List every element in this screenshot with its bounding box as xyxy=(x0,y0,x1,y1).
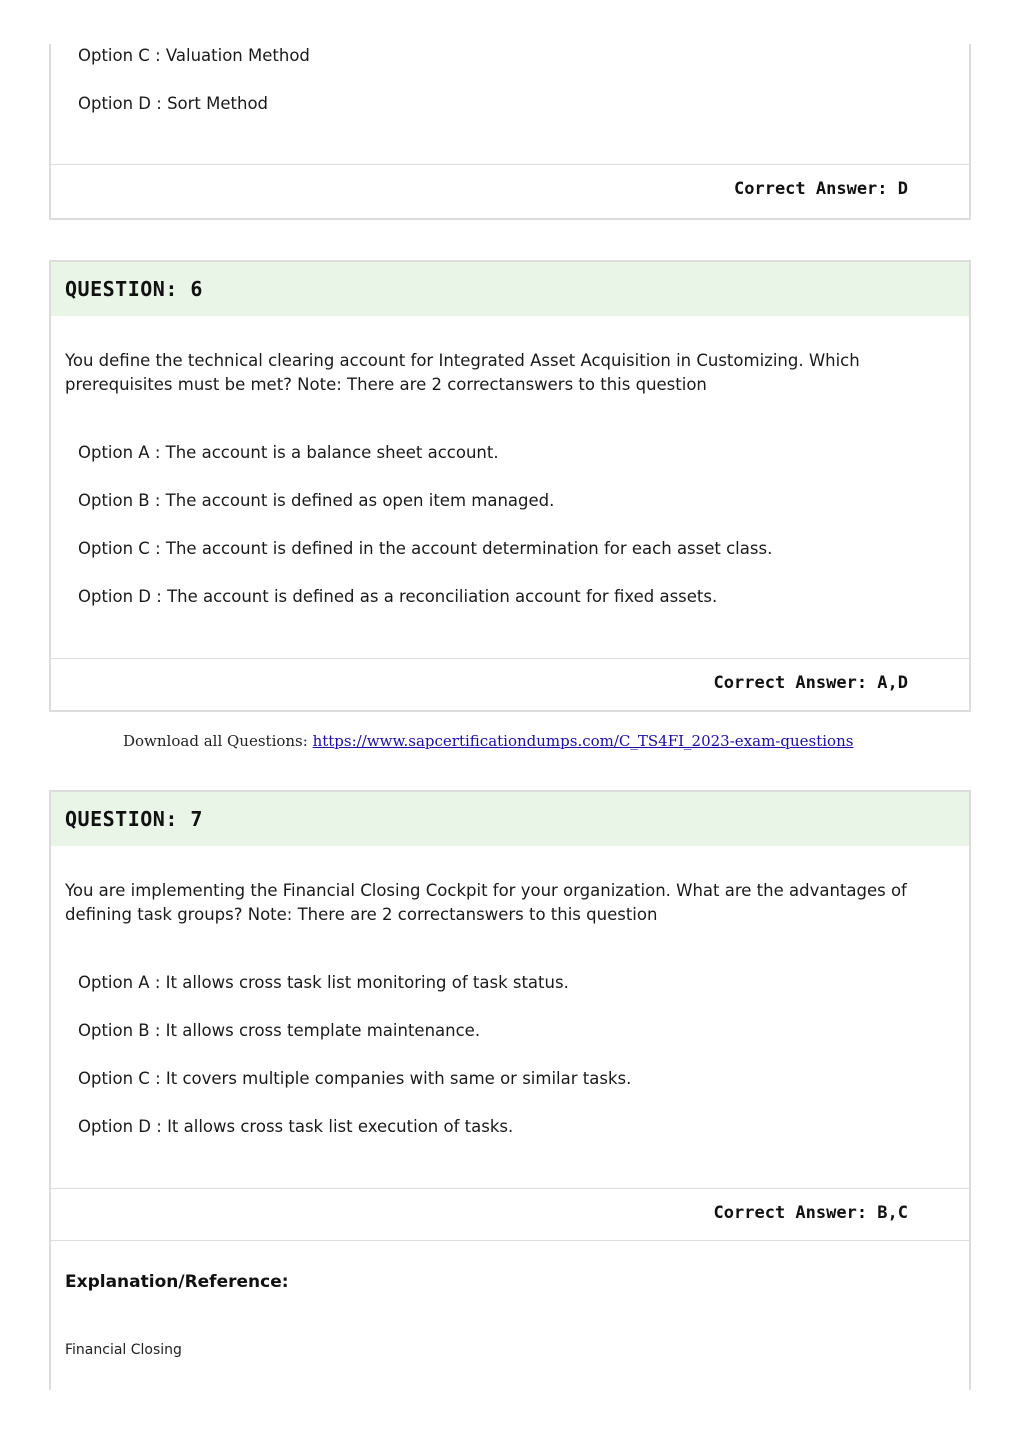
option-c[interactable]: Option C : It covers multiple companies with same or similar tasks. xyxy=(78,1069,632,1088)
option-d[interactable]: Option D : It allows cross task list execution of tasks. xyxy=(78,1117,514,1136)
explanation-text: Financial Closing xyxy=(65,1342,182,1358)
correct-answer: Correct Answer: D xyxy=(734,179,908,199)
divider xyxy=(51,658,969,659)
divider xyxy=(51,1240,969,1241)
download-line xyxy=(123,732,853,750)
option-d[interactable]: Option D : The account is defined as a reconciliation account for fixed assets. xyxy=(78,587,718,606)
question-card-7 xyxy=(49,790,971,1390)
question-header: QUESTION: 7 xyxy=(51,792,969,846)
question-text: You are implementing the Financial Closing Cockpit for your organization. What are the advantages of defining task groups? Note: There are 2 correctanswers to this question xyxy=(65,881,907,924)
download-label: Download all Questions: xyxy=(123,732,308,750)
question-header: QUESTION: 6 xyxy=(51,262,969,316)
option-b[interactable]: Option B : The account is defined as open item managed. xyxy=(78,491,555,510)
question-card-previous xyxy=(49,44,971,220)
download-link[interactable]: https://www.sapcertificationdumps.com/C_TS4FI_2023-exam-questions xyxy=(312,732,854,750)
divider xyxy=(51,1188,969,1189)
option-a[interactable]: Option A : The account is a balance sheet account. xyxy=(78,443,499,462)
question-card-6 xyxy=(49,260,971,712)
option-c[interactable]: Option C : The account is defined in the account determination for each asset class. xyxy=(78,539,773,558)
option-c[interactable]: Option C : Valuation Method xyxy=(78,46,310,65)
correct-answer: Correct Answer: B,C xyxy=(713,1203,908,1223)
option-b[interactable]: Option B : It allows cross template maintenance. xyxy=(78,1021,481,1040)
option-a[interactable]: Option A : It allows cross task list monitoring of task status. xyxy=(78,973,569,992)
correct-answer: Correct Answer: A,D xyxy=(713,673,908,693)
explanation-title: Explanation/Reference: xyxy=(65,1272,289,1292)
divider xyxy=(51,164,969,165)
option-d[interactable]: Option D : Sort Method xyxy=(78,94,269,113)
question-text: You define the technical clearing account for Integrated Asset Acquisition in Customizing. Which prerequisites must be met? Note: There are 2 correctanswers to this question xyxy=(65,351,860,394)
